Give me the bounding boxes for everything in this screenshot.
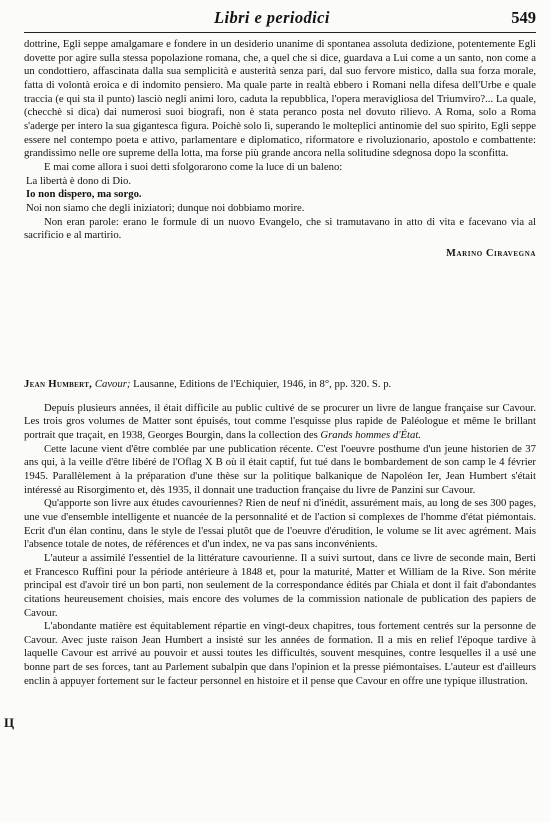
- collection-title: Grands hommes d'État.: [320, 428, 421, 441]
- book-citation: [24, 378, 536, 392]
- body-paragraph: [24, 402, 536, 443]
- body-paragraph: Non eran parole: erano le formule di un nuovo Evangelo, che si tramutavano in atto di vita e facevano via al sacrificio e al martirio.: [24, 215, 536, 242]
- margin-mark: Ц: [4, 715, 15, 730]
- body-paragraph: Qu'apporte son livre aux études cavouriennes? Rien de neuf ni d'inédit, assurément mais, au long de ses 300 pages, une vue d'ensemble intelligente et nuancée de la personnalité et de l'action si complexes de l'homme d'état piémontais. Ecrit d'un élan continu, dans le style de l'essai plutôt que de l'oeuvre d'érudition, le volume se lit avec agrément. Mais l'absence totale de notes, de références et d'un index, ne va pas sans inconvénients.: [24, 497, 536, 551]
- citation-author: Jean Humbert,: [24, 378, 93, 390]
- quote-line: Io non dispero, ma sorgo.: [26, 188, 142, 201]
- review-continuation: [24, 38, 536, 261]
- body-paragraph: L'auteur a assimilé l'essentiel de la littérature cavourienne. Il a suivi surtout, dans ce livre de seconde main, Berti et Francesco Ruffini pour la période antérieure à 1848 et, pour la maturité, Matter et William de la Rive. Son mérite principal est d'avoir tiré un bon parti, non seulement de la correspondance édités par Chiala et dont il fait d'abondantes citations heureusement choisies, mais encore des volumes de la commission nationale de publication des papiers de Cavour.: [24, 551, 536, 619]
- quote-line: Noi non siamo che degli iniziatori; dunque noi dobbiamo morire.: [26, 201, 305, 214]
- running-title: Libri e periodici: [214, 8, 330, 27]
- body-paragraph: Cette lacune vient d'être comblée par une publication récente. C'est l'oeuvre posthume d'un jeune historien de 37 ans qui, à la veille d'être libéré de l'Oflag X B où il était captif, fut tué dans le bombardement de son camp le 4 février 1945. Parallèlement à la préparation d'une thèse sur la politique balkanique de Napoléon Ier, Jean Humbert s'était intéressé au Risorgimento et, dès 1935, il donnait une traduction française du livre de Panzini sur Cavour.: [24, 442, 536, 496]
- review-signature: Marino Ciravegna: [446, 247, 536, 259]
- body-paragraph: L'abondante matière est équitablement répartie en vingt-deux chapitres, tous fortement centrés sur la personne de Cavour. Avec juste raison Jean Humbert a insisté sur les années de formation. Il a mis en relief l'époque tardive à laquelle Cavour est arrivé au pouvoir et aussi toutes les difficultés, souvent mesquines, contre lesquelles il a usé une bonne part de ses forces, tant au Parlement subalpin que dans l'opinion et la presse piémontaises. L'auteur est d'ailleurs enclin à appuyer fortement sur le facteur personnel en histoire et il pense que Cavour en offre une typique illustration.: [24, 620, 536, 687]
- running-header: [24, 8, 536, 30]
- header-rule: [24, 32, 536, 33]
- paragraph-text: Depuis plusieurs années, il était difficile au public cultivé de se procurer un livre de langue française sur Cavour. Les trois gros volumes de Matter sont épuisés, tout comme l'esquisse plus rapide de Paléologue et même le brillant portrait que traçait, en 1938, Georges Bourgin, dans la collection des: [24, 401, 536, 441]
- review-humbert: [24, 378, 536, 688]
- page-number: 549: [511, 8, 536, 27]
- body-paragraph: E mai come allora i suoi detti sfolgorarono come la luce di un baleno:: [44, 160, 343, 173]
- citation-details: Lausanne, Editions de l'Echiquier, 1946, in 8°, pp. 320. S. p.: [133, 378, 392, 390]
- quote-line: La libertà è dono di Dio.: [26, 174, 132, 187]
- citation-title: Cavour;: [94, 378, 131, 390]
- body-paragraph: dottrine, Egli seppe amalgamare e fondere in un desiderio unanime di spontanea assoluta dedizione, potentemente Egli dovette por agire sulla stessa popolazione romana, che, a quel che si dice, guardava a Lui come a un santo, non come a un condottiero, affascinata dalla sua semplicità e austerità senza pari, dal suo fervore mistico, dalla sua forza morale, fatta di volontà eroica e di indomito pensiero. Ma quale parte in realtà ebbero i Romani nella difesa dell'Urbe e quale traccia (e qui sta il punto) lasciò negli animi loro, caduta la repubblica, l'opera meravigliosa del Triumviro?... La quale, (checchè si dica) dai numerosi suoi biografi, non è stata peranco posta nel dovuto rilievo. A Roma, solo a Roma s'aderge per intero la sua gigantesca figura. Poichè solo lì, superando le molteplici antinomie del suo spirito, Egli seppe essere nel contempo poeta e attivo, parlamentare e diplomatico, riformatore e rivoluzionario, apostolo e combattente: grandissimo nelle ore supreme della lotta, ma forse più grande ancora nella solitudine sdegnosa dopo la sconfitta.: [24, 38, 536, 160]
